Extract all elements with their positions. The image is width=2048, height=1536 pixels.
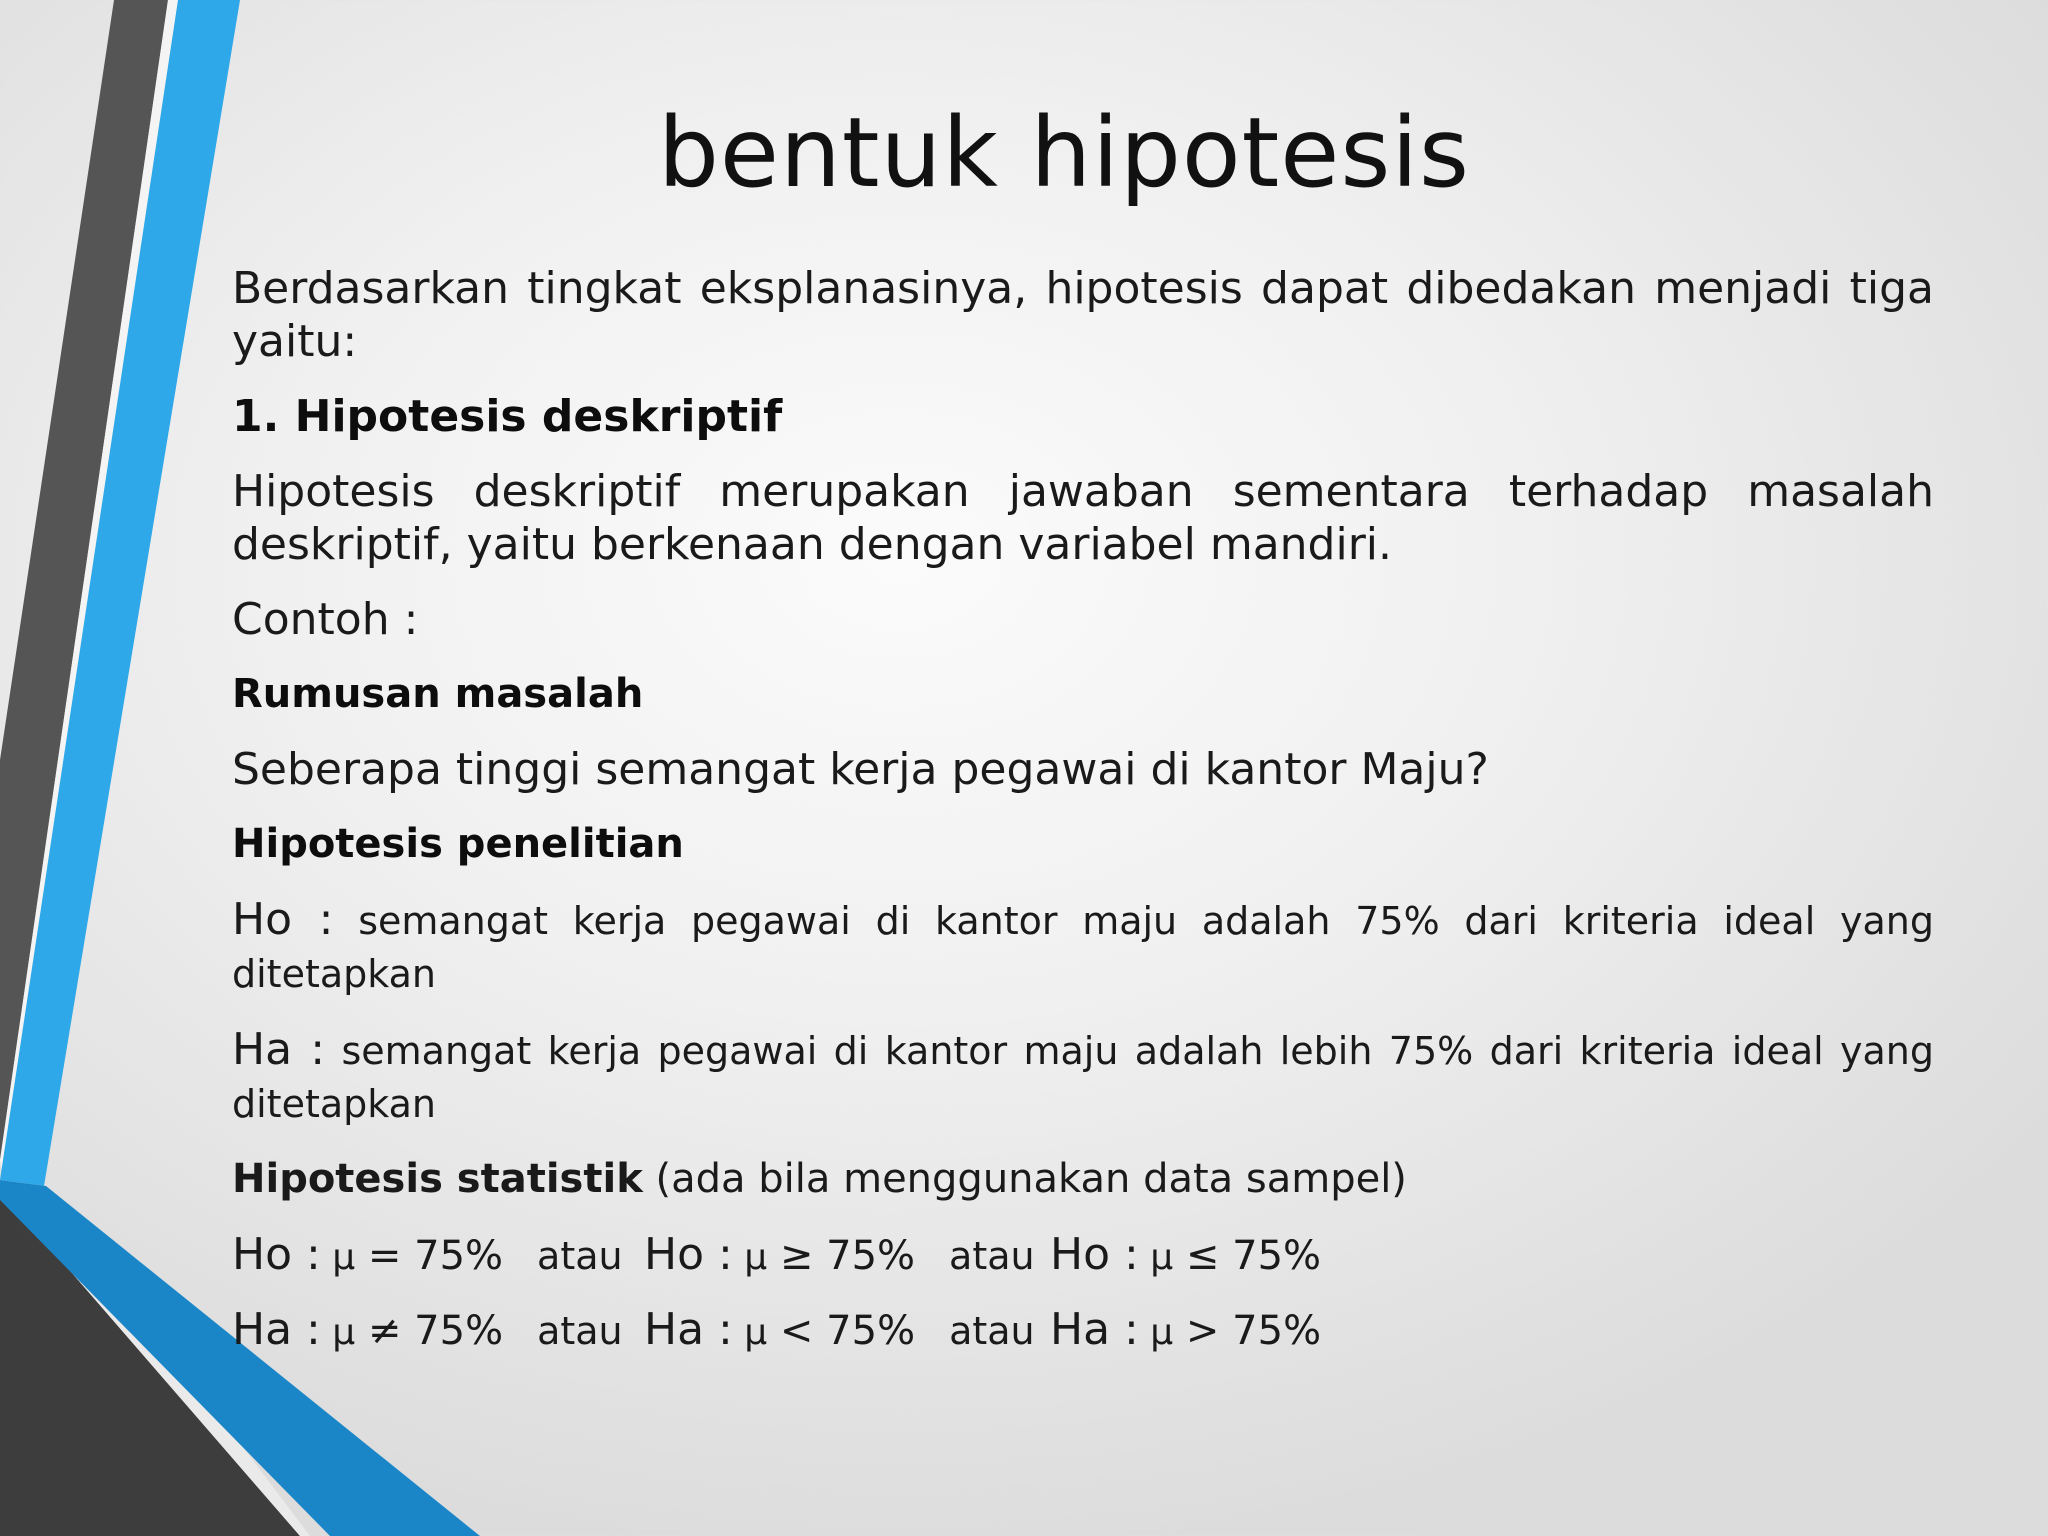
problem-text: Seberapa tinggi semangat kerja pegawai di kantor Maju? <box>232 744 1489 795</box>
stat-cell: Ha : μ > 75% <box>1050 1304 1322 1355</box>
ha-text: semangat kerja pegawai di kantor maju adalah lebih 75% dari kriteria ideal yang ditetapkan <box>232 1029 1935 1126</box>
slide-content <box>232 262 1934 1378</box>
slide-title: bentuk hipotesis <box>657 97 1471 209</box>
ha-hypothesis <box>232 1023 1934 1131</box>
ho-hypothesis <box>232 893 1934 1001</box>
research-heading: Hipotesis penelitian <box>232 821 684 867</box>
stat-heading-line <box>232 1153 1934 1206</box>
stat-cell: Ho : μ = 75% atau <box>232 1229 623 1280</box>
intro-paragraph: Berdasarkan tingkat eksplanasinya, hipotesis dapat dibedakan menjadi tiga yaitu: <box>232 263 1934 367</box>
stat-heading: Hipotesis statistik <box>232 1156 643 1202</box>
stat-cell: Ha : μ ≠ 75% atau <box>232 1304 623 1355</box>
example-label: Contoh : <box>232 594 419 645</box>
stat-row-ha <box>232 1303 1934 1356</box>
stat-row-ho <box>232 1228 1934 1281</box>
section-heading: 1. Hipotesis deskriptif <box>232 391 783 442</box>
problem-heading: Rumusan masalah <box>232 671 644 717</box>
ha-label: Ha : <box>232 1024 326 1075</box>
ho-label: Ho : <box>232 894 334 945</box>
definition-paragraph: Hipotesis deskriptif merupakan jawaban sementara terhadap masalah deskriptif, yaitu berkenaan dengan variabel mandiri. <box>232 466 1934 570</box>
ho-text: semangat kerja pegawai di kantor maju adalah 75% dari kriteria ideal yang ditetapkan <box>232 899 1934 996</box>
stat-cell: Ho : μ ≥ 75% atau <box>644 1229 1035 1280</box>
stat-cell: Ho : μ ≤ 75% <box>1050 1229 1322 1280</box>
stat-cell: Ha : μ < 75% atau <box>644 1304 1035 1355</box>
stat-note: (ada bila menggunakan data sampel) <box>642 1156 1407 1202</box>
